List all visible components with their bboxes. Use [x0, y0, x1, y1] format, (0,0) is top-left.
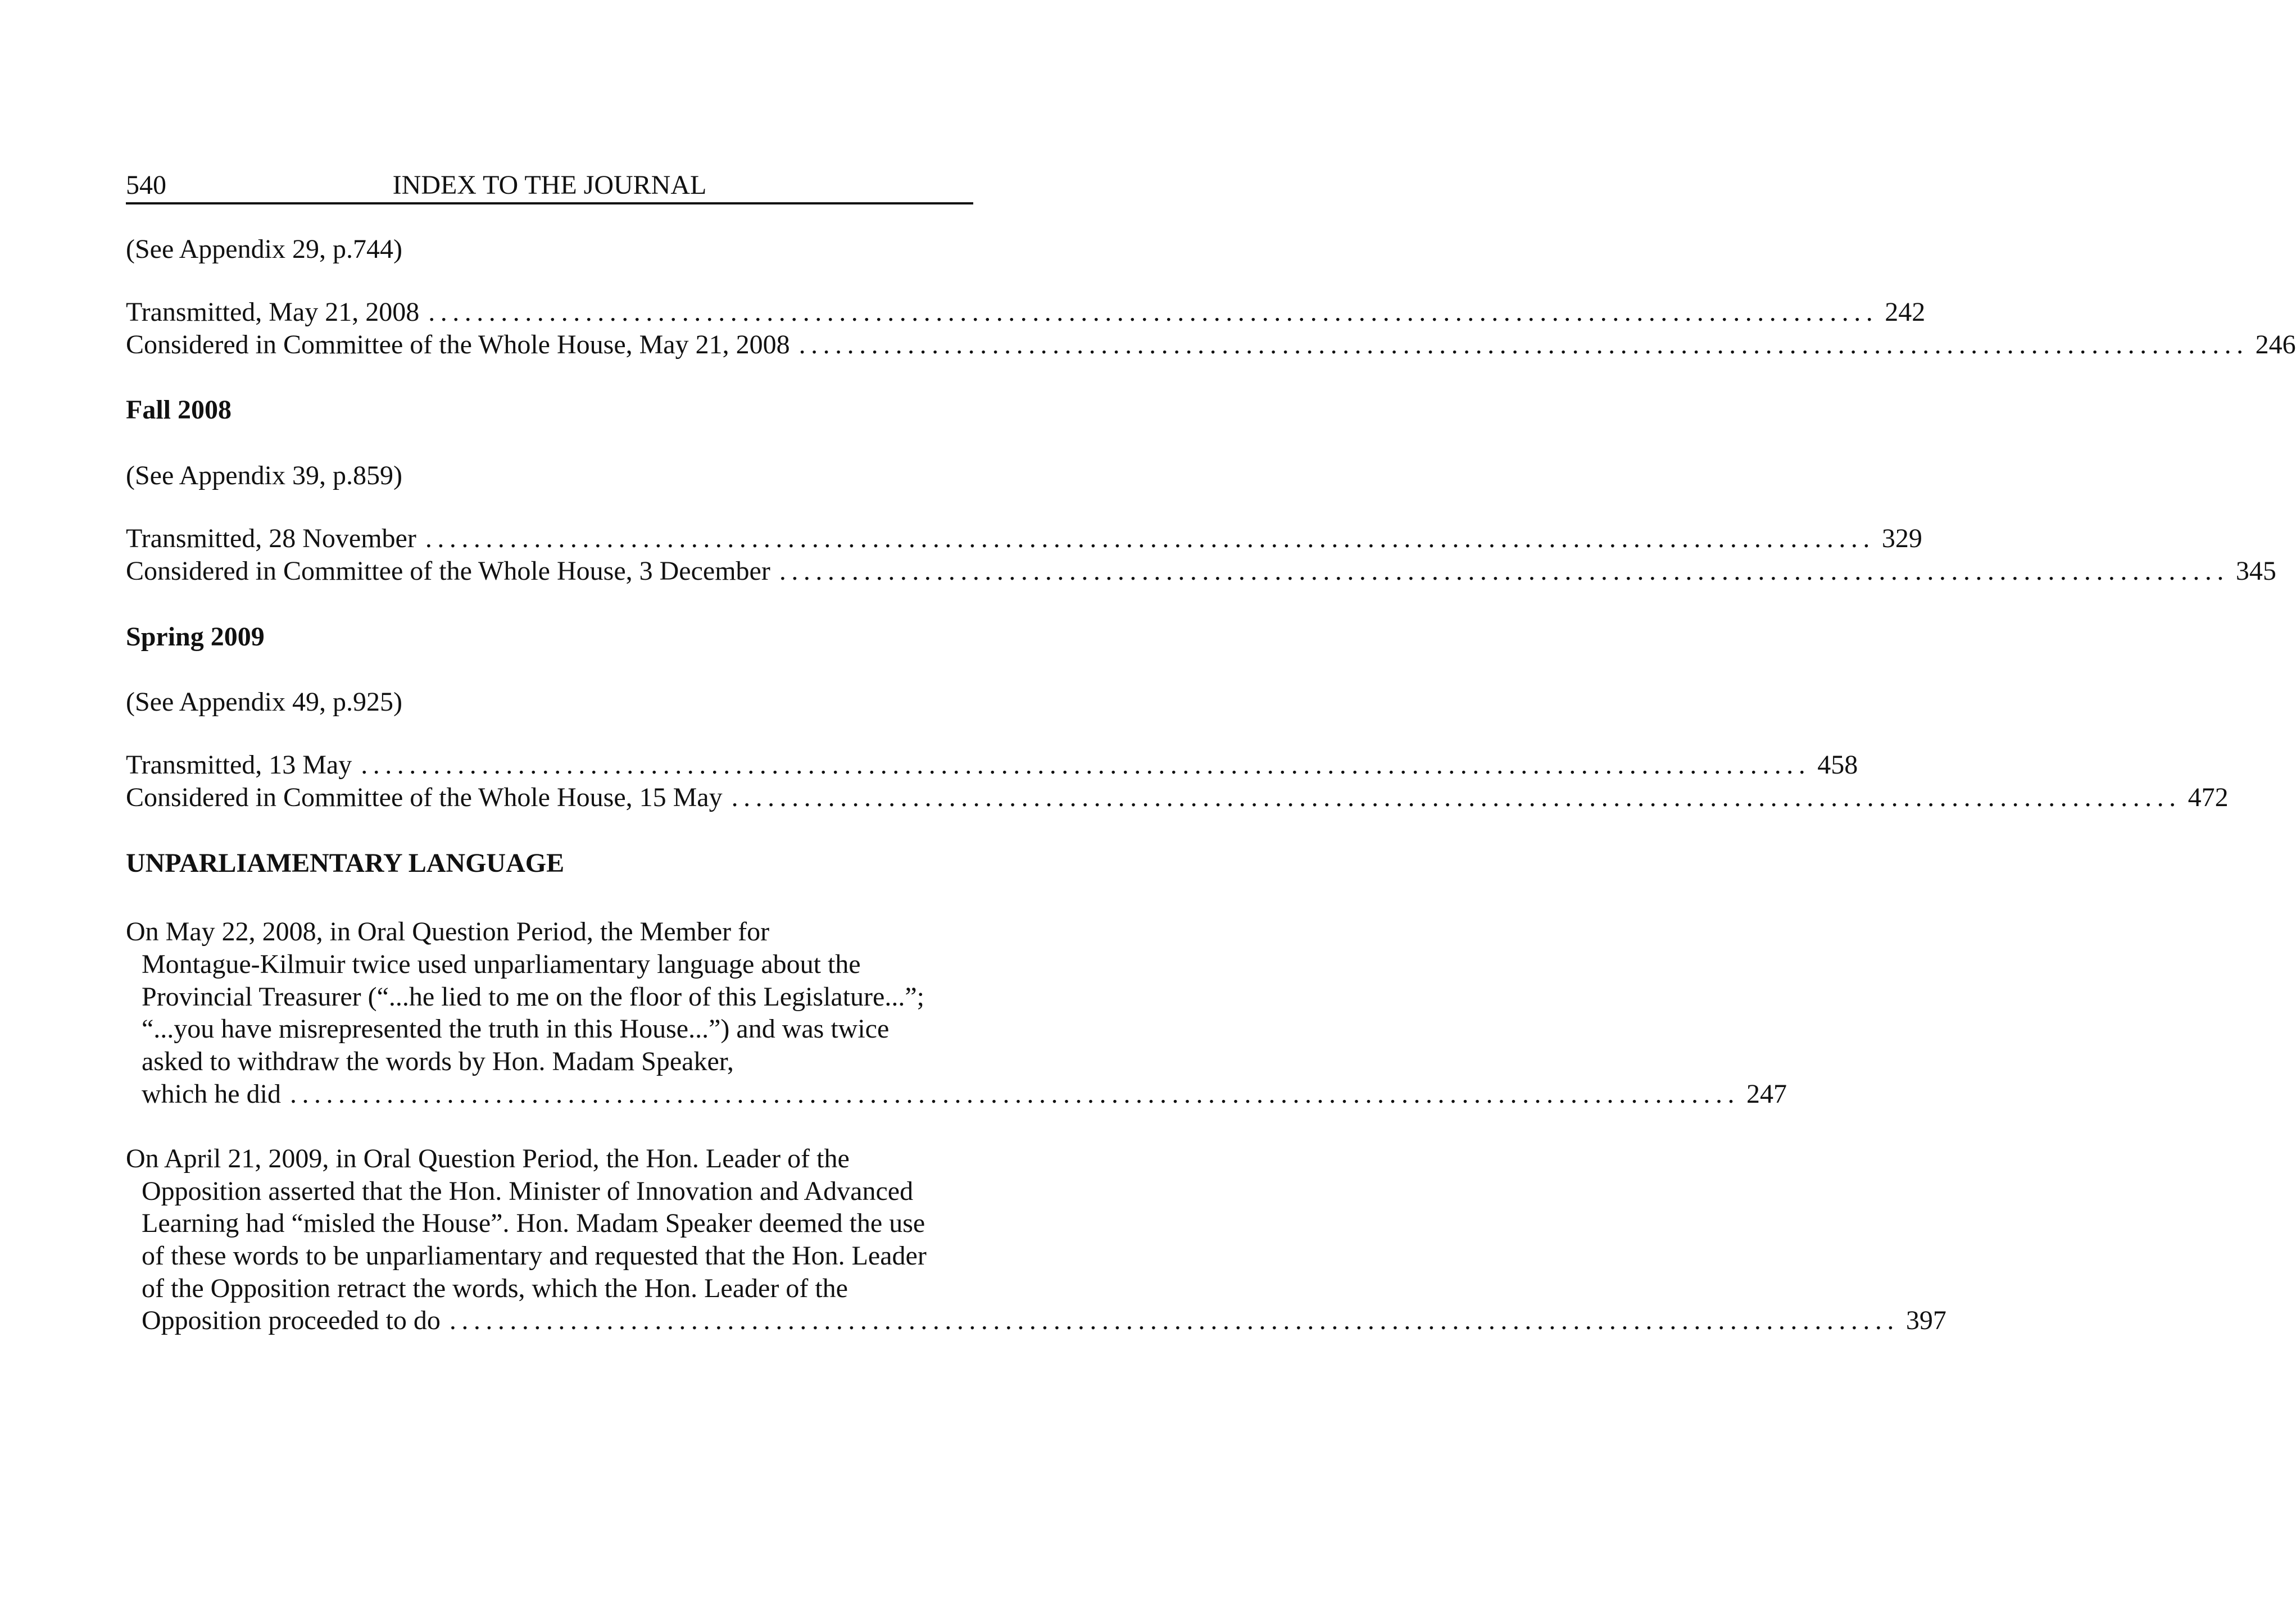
- entry-text: Considered in Committee of the Whole House, May 21, 2008: [126, 330, 790, 360]
- dot-leader: ........................................................................................................................: [428, 297, 1878, 327]
- index-entry: [142, 1304, 1946, 1337]
- index-entry: [126, 749, 1858, 781]
- entry-text: Transmitted, 28 November: [126, 524, 416, 553]
- see-reference: (See Appendix 29, p.744): [126, 234, 402, 264]
- entry-line: On April 21, 2009, in Oral Question Period, the Hon. Leader of the: [126, 1144, 850, 1174]
- entry-line: “...you have misrepresented the truth in this House...”) and was twice: [142, 1014, 890, 1044]
- see-reference: (See Appendix 39, p.859): [126, 461, 402, 490]
- entry-page: 345: [2235, 556, 2276, 586]
- entry-line: Opposition asserted that the Hon. Minister of Innovation and Advanced: [142, 1176, 914, 1206]
- index-entry: [126, 522, 1922, 555]
- section-heading: UNPARLIAMENTARY LANGUAGE: [126, 848, 565, 878]
- index-entry: [126, 555, 2276, 588]
- entry-text: Transmitted, 13 May: [126, 750, 352, 780]
- entry-page: 242: [1885, 297, 1926, 327]
- index-entry: [142, 1078, 1787, 1111]
- entry-text: which he did: [142, 1079, 281, 1109]
- entry-line: of the Opposition retract the words, which the Hon. Leader of the: [142, 1273, 848, 1303]
- section-heading: Spring 2009: [126, 622, 265, 652]
- entry-line: asked to withdraw the words by Hon. Madam Speaker,: [142, 1047, 734, 1076]
- entry-page: 246: [2255, 330, 2296, 360]
- index-entry: [126, 329, 2296, 361]
- index-entry: [126, 296, 1926, 329]
- entry-page: 397: [1905, 1306, 1946, 1335]
- section-heading: Fall 2008: [126, 395, 232, 425]
- dot-leader: ........................................................................................................................: [798, 330, 2249, 360]
- dot-leader: ........................................................................................................................: [449, 1306, 1899, 1335]
- dot-leader: ........................................................................................................................: [289, 1079, 1740, 1109]
- entry-line: Provincial Treasurer (“...he lied to me on the floor of this Legislature...”;: [142, 982, 924, 1012]
- entry-text: Considered in Committee of the Whole House, 3 December: [126, 556, 770, 586]
- dot-leader: ........................................................................................................................: [779, 556, 2229, 586]
- entry-page: 247: [1746, 1079, 1787, 1109]
- entry-page: 472: [2188, 783, 2229, 812]
- see-reference: (See Appendix 49, p.925): [126, 687, 402, 717]
- entry-page: 458: [1817, 750, 1858, 780]
- entry-line: Learning had “misled the House”. Hon. Madam Speaker deemed the use: [142, 1208, 925, 1238]
- entry-page: 329: [1881, 524, 1922, 553]
- entry-text: Transmitted, May 21, 2008: [126, 297, 420, 327]
- dot-leader: ........................................................................................................................: [361, 750, 1811, 780]
- dot-leader: ........................................................................................................................: [425, 524, 1875, 553]
- dot-leader: ........................................................................................................................: [731, 783, 2181, 812]
- entry-text: Considered in Committee of the Whole House, 15 May: [126, 783, 723, 812]
- running-header: [126, 169, 973, 204]
- entry-line: Montague-Kilmuir twice used unparliamentary language about the: [142, 949, 861, 979]
- page-number: 540: [126, 170, 166, 200]
- document-page: [126, 0, 2296, 1601]
- entry-line: On May 22, 2008, in Oral Question Period, the Member for: [126, 917, 770, 947]
- entry-line: of these words to be unparliamentary and requested that the Hon. Leader: [142, 1241, 927, 1271]
- entry-text: Opposition proceeded to do: [142, 1306, 441, 1335]
- index-entry: [126, 781, 2229, 814]
- running-title: INDEX TO THE JOURNAL: [392, 170, 707, 200]
